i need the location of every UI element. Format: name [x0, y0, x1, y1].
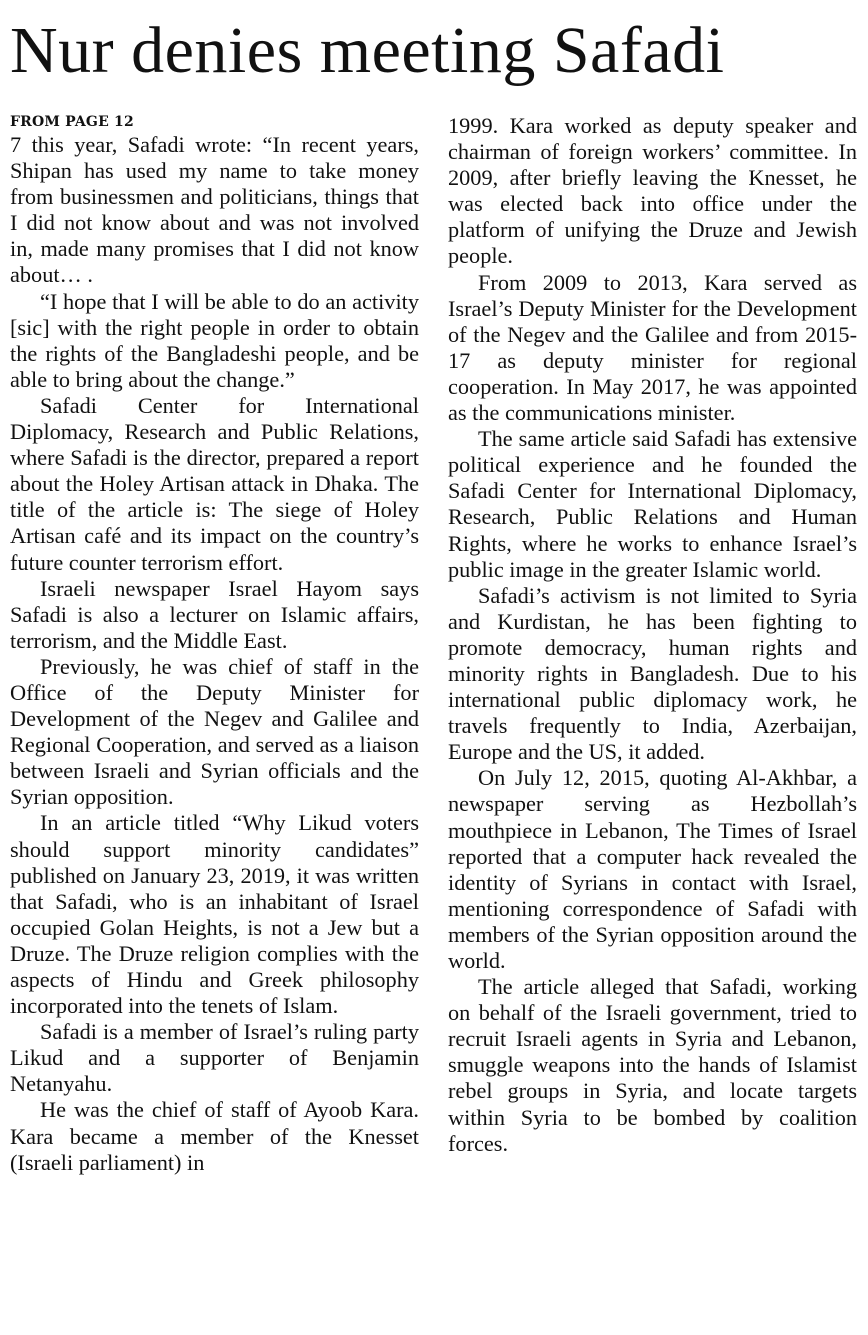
paragraph: The same article said Safadi has extensive political experience and he founded the Safadi Center for International Diplomacy, Research, Public Relations and Human Rights, where he works to enhance Israel’s public image in the greater Islamic world. [448, 426, 857, 582]
jump-line: FROM PAGE 12 [10, 114, 134, 130]
headline: Nur denies meeting Safadi [10, 14, 725, 87]
paragraph: Safadi’s activism is not limited to Syria and Kurdistan, he has been fighting to promote democracy, human rights and minority rights in Bangladesh. Due to his international public diplomacy work, he travels frequently to India, Azerbaijan, Europe and the US, it added. [448, 582, 857, 765]
left-column [10, 112, 419, 1176]
paragraph: On July 12, 2015, quoting Al-Akhbar, a newspaper serving as Hezbollah’s mouthpiece in Lebanon, The Times of Israel reported that a computer hack revealed the identity of Syrians in contact with Israel, mentioning correspondence of Safadi with members of the Syrian opposition around the world. [448, 765, 857, 973]
paragraph: 1999. Kara worked as deputy speaker and chairman of foreign workers’ committee. In 2009, after briefly leaving the Knesset, he was elected back into office under the platform of unifying the Druze and Jewish people. [448, 113, 857, 269]
paragraph: From 2009 to 2013, Kara served as Israel’s Deputy Minister for the Development of the Negev and the Galilee and from 2015-17 as deputy minister for regional cooperation. In May 2017, he was appointed as the communications minister. [448, 269, 857, 426]
paragraph: Israeli newspaper Israel Hayom says Safadi is also a lecturer on Islamic affairs, terrorism, and the Middle East. [10, 575, 419, 653]
paragraph: He was the chief of staff of Ayoob Kara. Kara became a member of the Knesset (Israeli parliament) in [10, 1097, 419, 1175]
paragraph: The article alleged that Safadi, working on behalf of the Israeli government, tried to recruit Israeli agents in Syria and Lebanon, smuggle weapons into the hands of Islamist rebel groups in Syria, and locate targets within Syria to be bombed by coalition forces. [448, 974, 857, 1156]
paragraph: Previously, he was chief of staff in the Office of the Deputy Minister for Development of the Negev and Galilee and Regional Cooperation, and served as a liaison between Israeli and Syrian officials and the Syrian opposition. [10, 653, 419, 810]
paragraph: In an article titled “Why Likud voters should support minority candidates” published on January 23, 2019, it was written that Safadi, who is an inhabitant of Israel occupied Golan Heights, is not a Jew but a Druze. The Druze religion complies with the aspects of Hindu and Greek philosophy incorporated into the tenets of Islam. [10, 810, 419, 1019]
paragraph: 7 this year, Safadi wrote: “In recent years, Shipan has used my name to take money from businessmen and politicians, things that I did not know about and was not involved in, made many promises that I did not know about… . [10, 132, 419, 288]
paragraph: Safadi Center for International Diplomacy, Research and Public Relations, where Safadi is the director, prepared a report about the Holey Artisan attack in Dhaka. The title of the article is: The siege of Holey Artisan café and its impact on the country’s future counter terrorism effort. [10, 392, 419, 575]
paragraph: Safadi is a member of Israel’s ruling party Likud and a supporter of Benjamin Netanyahu. [10, 1019, 419, 1097]
paragraph: “I hope that I will be able to do an activity [sic] with the right people in order to obtain the rights of the Bangladeshi people, and be able to bring about the change.” [10, 288, 419, 392]
right-column [448, 113, 857, 1157]
